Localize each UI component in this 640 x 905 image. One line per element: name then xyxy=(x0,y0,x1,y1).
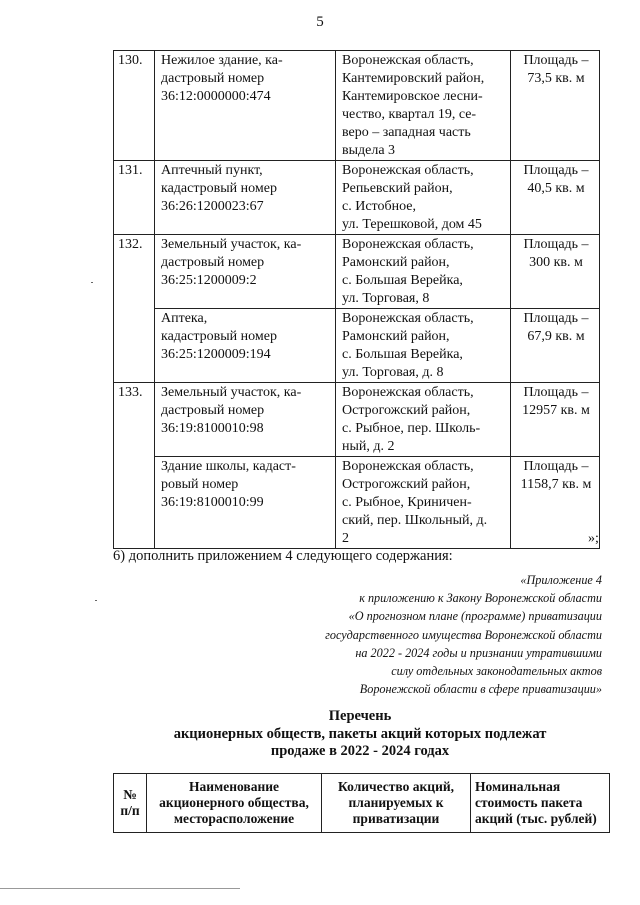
property-area: Площадь – 300 кв. м xyxy=(511,235,600,309)
appendix-line: «Приложение 4 xyxy=(520,573,602,587)
appendix-line: на 2022 - 2024 годы и признании утратившими xyxy=(355,645,602,660)
table-header-row xyxy=(114,774,610,833)
appendix-line: государственного имущества Воронежской области xyxy=(325,627,602,642)
title-line: продаже в 2022 - 2024 годах xyxy=(270,743,450,759)
scan-mark xyxy=(95,600,97,601)
property-area: Площадь – 1158,7 кв. м xyxy=(511,457,600,549)
appendix-line: силу отдельных законодательных актов xyxy=(391,664,602,679)
property-area: Площадь – 73,5 кв. м xyxy=(511,51,600,161)
header-company: Наименование акционерного общества, месторасположение xyxy=(147,774,322,833)
shares-table xyxy=(113,773,610,833)
property-address: Воронежская область, Кантемировский район, Кантемировское лесни- чество, квартал 19, се- веро – западная часть выдела 3 xyxy=(336,51,511,161)
scan-mark xyxy=(91,282,93,283)
property-name: Земельный участок, ка- дастровый номер 36:19:8100010:98 xyxy=(155,383,336,457)
property-table xyxy=(113,50,600,549)
table-row xyxy=(114,309,600,383)
page-number: 5 xyxy=(316,14,324,30)
title-line: Перечень xyxy=(328,708,392,724)
property-address: Воронежская область, Рамонский район, с. Большая Верейка, ул. Торговая, д. 8 xyxy=(336,309,511,383)
table-row xyxy=(114,457,600,549)
table-row xyxy=(114,51,600,161)
property-address: Воронежская область, Репьевский район, с. Истобное, ул. Терешковой, дом 45 xyxy=(336,161,511,235)
property-name: Нежилое здание, ка- дастровый номер 36:12:0000000:474 xyxy=(155,51,336,161)
property-area: Площадь – 67,9 кв. м xyxy=(511,309,600,383)
title-line: акционерных обществ, пакеты акций которых подлежат xyxy=(173,725,547,742)
property-area: Площадь – 12957 кв. м xyxy=(511,383,600,457)
footnote-divider xyxy=(0,888,240,889)
table-row xyxy=(114,161,600,235)
property-name: Аптечный пункт, кадастровый номер 36:26:1200023:67 xyxy=(155,161,336,235)
property-name: Аптека, кадастровый номер 36:25:1200009:194 xyxy=(155,309,336,383)
table-row xyxy=(114,235,600,309)
row-number: 133. xyxy=(114,383,155,549)
row-number: 132. xyxy=(114,235,155,383)
appendix-header xyxy=(325,571,602,698)
table-row xyxy=(114,383,600,457)
property-address: Воронежская область, Острогожский район, с. Рыбное, Криничен- ский, пер. Школьный, д. 2 xyxy=(336,457,511,549)
property-address: Воронежская область, Рамонский район, с. Большая Верейка, ул. Торговая, 8 xyxy=(336,235,511,309)
header-value: Номинальная стоимость пакета акций (тыс. рублей) xyxy=(471,774,610,833)
list-title xyxy=(0,708,640,761)
row-number: 131. xyxy=(114,161,155,235)
property-area: Площадь – 40,5 кв. м xyxy=(511,161,600,235)
appendix-line: Воронежской области в сфере приватизации» xyxy=(359,682,602,697)
property-address: Воронежская область, Острогожский район, с. Рыбное, пер. Школь- ный, д. 2 xyxy=(336,383,511,457)
closing-quote: »; xyxy=(588,531,599,546)
property-name: Здание школы, кадаст- ровый номер 36:19:8100010:99 xyxy=(155,457,336,549)
header-num: № п/п xyxy=(114,774,147,833)
appendix-line: к приложению к Закону Воронежской области xyxy=(359,591,602,606)
appendix-line: «О прогнозном плане (программе) приватизации xyxy=(348,609,602,624)
row-number: 130. xyxy=(114,51,155,161)
property-name: Земельный участок, ка- дастровый номер 36:25:1200009:2 xyxy=(155,235,336,309)
header-shares: Количество акций, планируемых к приватизации xyxy=(322,774,471,833)
amendment-item-6: 6) дополнить приложением 4 следующего содержания: xyxy=(113,548,453,564)
